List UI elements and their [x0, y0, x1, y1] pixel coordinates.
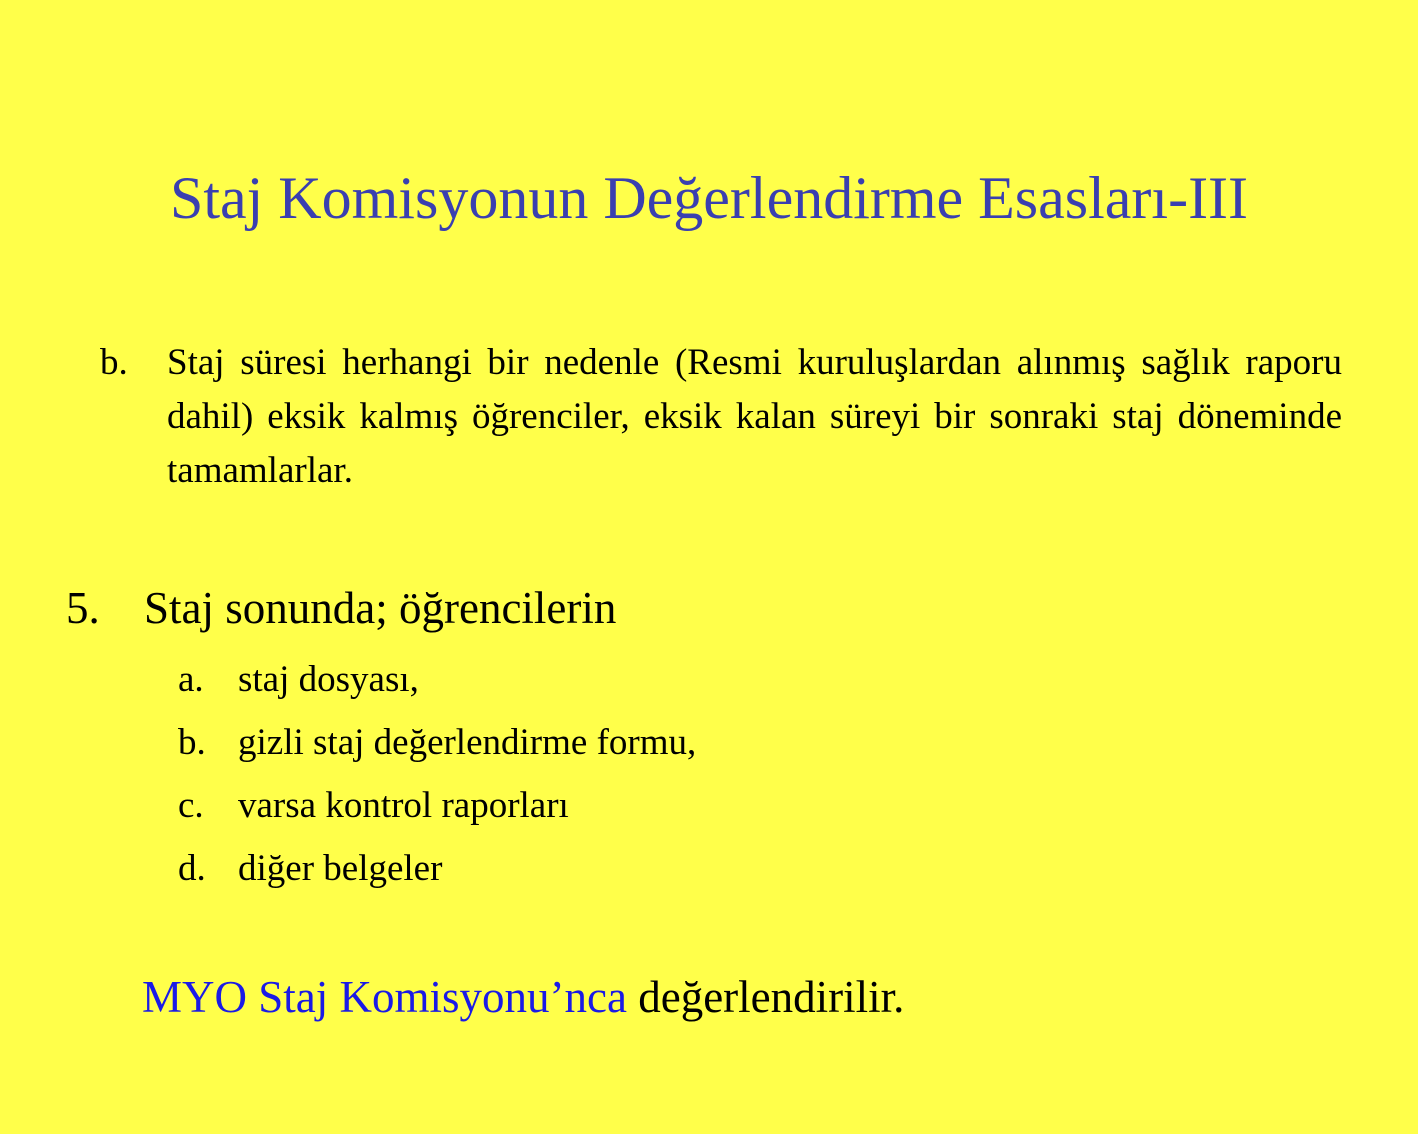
- conclusion-line: [142, 966, 904, 1028]
- list-item-text: staj dosyası,: [238, 659, 419, 700]
- list-item-text: gizli staj değerlendirme formu,: [238, 722, 697, 763]
- item-5-text: Staj sonunda; öğrencilerin: [144, 583, 617, 633]
- list-item-marker: a.: [178, 659, 204, 700]
- item-b-paragraph: [100, 336, 1342, 498]
- list-item-marker: d.: [178, 848, 206, 889]
- conclusion-highlight: MYO Staj Komisyonu’nca: [142, 972, 627, 1022]
- list-item-marker: c.: [178, 785, 204, 826]
- list-item-text: varsa kontrol raporları: [238, 785, 569, 826]
- list-item-text: diğer belgeler: [238, 848, 443, 889]
- conclusion-rest: değerlendirilir.: [638, 972, 905, 1022]
- list-item-marker: b.: [178, 722, 206, 763]
- slide-title: Staj Komisyonun Değerlendirme Esasları-III: [169, 165, 1249, 231]
- item-b-text: Staj süresi herhangi bir nedenle (Resmi kuruluşlardan alınmış sağlık raporu dahil) eksik kalmış öğrenciler, eksik kalan süreyi bir sonraki staj döneminde tamamlarlar.: [167, 342, 1342, 491]
- item-5-marker: 5.: [66, 583, 100, 633]
- item-b-marker: b.: [100, 342, 128, 383]
